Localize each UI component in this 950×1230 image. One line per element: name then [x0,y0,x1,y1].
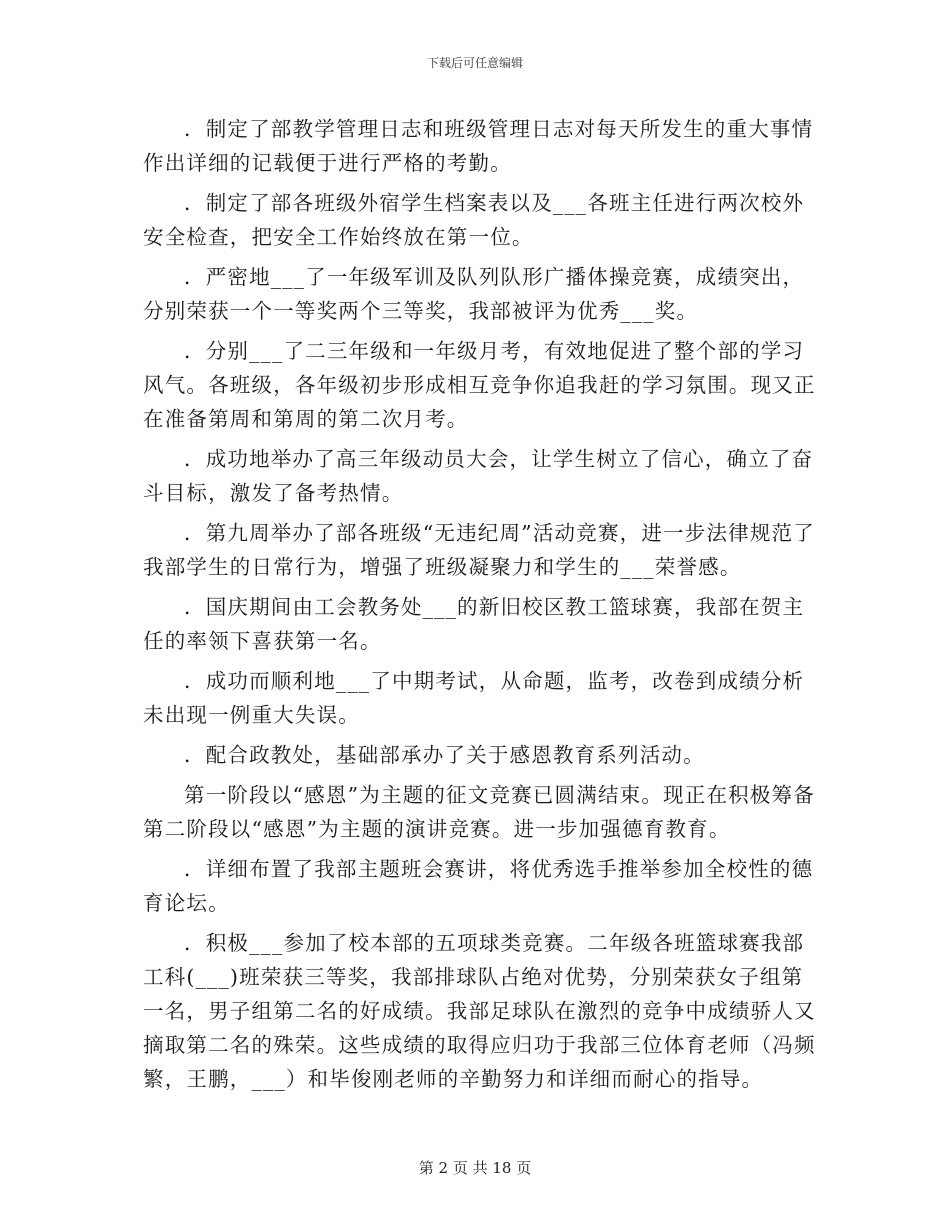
paragraph: ．成功地举办了高三年级动员大会，让学生树立了信心，确立了奋斗目标，激发了备考热情。 [143,447,814,505]
paragraph: ．制定了部各班级外宿学生档案表以及___各班主任进行两次校外安全检查，把安全工作始终放在第一位。 [143,191,805,249]
paragraph: ．配合政教处，基础部承办了关于感恩教育系列活动。 [184,743,705,767]
paragraph: ．制定了部教学管理日志和班级管理日志对每天所发生的重大事情作出详细的记载便于进行严格的考勤。 [143,117,814,175]
paragraph: ．详细布置了我部主题班会赛讲，将优秀选手推举参加全校性的德育论坛。 [143,857,814,915]
paragraph: ．成功而顺利地___了中期考试，从命题，监考，改卷到成绩分析未出现一例重大失误。 [143,669,805,727]
paragraph: ．第九周举办了部各班级“无违纪周”活动竞赛，进一步法律规范了我部学生的日常行为，增强了班级凝聚力和学生的___荣誉感。 [143,521,815,579]
page-number: 第 2 页 共 18 页 [418,1159,532,1177]
paragraph: ．国庆期间由工会教务处___的新旧校区教工篮球赛，我部在贺主任的率领下喜获第一名。 [143,595,805,653]
paragraph: 第一阶段以“感恩”为主题的征文竞赛已圆满结束。现正在积极筹备第二阶段以“感恩”为主题的演讲竞赛。进一步加强德育教育。 [143,783,815,841]
paragraph: ．积极___参加了校本部的五项球类竞赛。二年级各班篮球赛我部工科(___)班荣获三等奖，我部排球队占绝对优势，分别荣获女子组第一名，男子组第二名的好成绩。我部足球队在激烈的竞争中成绩骄人又摘取第二名的殊荣。这些成绩的取得应归功于我部三位体育老师（冯频繁，王鹏，___）和毕俊刚老师的辛勤努力和详细而耐心的指导。 [143,931,816,1091]
document-body [143,112,823,1102]
page-header: 下载后可任意编辑 [426,56,523,70]
paragraph: ．严密地___了一年级军训及队列队形广播体操竞赛，成绩突出，分别荣获一个一等奖两个三等奖，我部被评为优秀___奖。 [143,265,805,323]
paragraph: ．分别___了二三年级和一年级月考，有效地促进了整个部的学习风气。各班级，各年级初步形成相互竞争你追我赶的学习氛围。现又正在准备第周和第周的第二次月考。 [143,339,816,431]
